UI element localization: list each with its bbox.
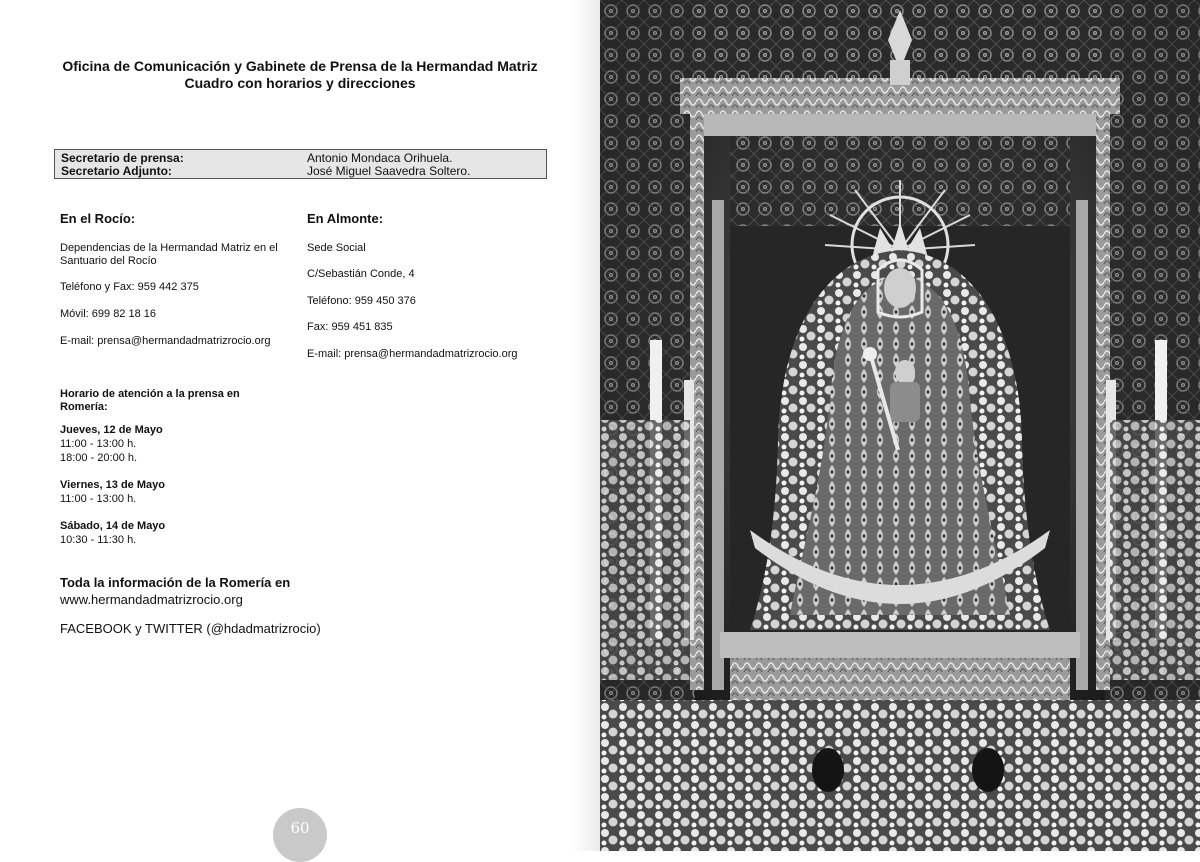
rocio-mobile: Móvil: 699 82 18 16 [60, 308, 157, 320]
press-row-value: Antonio Mondaca Orihuela. [307, 151, 453, 165]
schedule-time: 10:30 - 11:30 h. [60, 534, 137, 546]
almonte-address: C/Sebastián Conde, 4 [307, 268, 415, 280]
page-title: Oficina de Comunicación y Gabinete de Prensa de la Hermandad Matriz [62, 58, 538, 74]
rocio-phone: Teléfono y Fax: 959 442 375 [60, 281, 199, 293]
social-media: FACEBOOK y TWITTER (@hdadmatrizrocio) [60, 621, 321, 636]
schedule-time: 11:00 - 13:00 h. [60, 438, 137, 450]
schedule-heading-line2: Romería: [60, 401, 108, 413]
rocio-address-line2: Santuario del Rocío [60, 255, 157, 267]
almonte-fax: Fax: 959 451 835 [307, 321, 393, 333]
schedule-time: 18:00 - 20:00 h. [60, 452, 138, 464]
rocio-heading: En el Rocío: [60, 211, 136, 226]
schedule-day: Sábado, 14 de Mayo [60, 520, 166, 532]
website-url: www.hermandadmatrizrocio.org [60, 592, 243, 607]
almonte-heading: En Almonte: [307, 211, 384, 226]
page-subtitle: Cuadro con horarios y direcciones [184, 75, 416, 91]
press-row-label: Secretario Adjunto: [61, 164, 172, 178]
press-row-label: Secretario de prensa: [61, 151, 184, 165]
press-row-value: José Miguel Saavedra Soltero. [307, 164, 471, 178]
press-contacts-box [54, 149, 547, 179]
page-number: 60 [273, 808, 327, 862]
press-row [61, 151, 541, 165]
almonte-email: E-mail: prensa@hermandadmatrizrocio.org [307, 348, 518, 360]
almonte-phone: Teléfono: 959 450 376 [307, 295, 416, 307]
left-page [0, 0, 600, 851]
rocio-email: E-mail: prensa@hermandadmatrizrocio.org [60, 335, 271, 347]
almonte-line1: Sede Social [307, 242, 366, 254]
altar-photograph [600, 0, 1200, 851]
press-row [61, 164, 541, 178]
altar-photo-image [600, 0, 1200, 851]
rocio-address-line1: Dependencias de la Hermandad Matriz en el [60, 242, 278, 254]
schedule-time: 11:00 - 13:00 h. [60, 493, 137, 505]
schedule-day: Viernes, 13 de Mayo [60, 479, 165, 491]
schedule-day: Jueves, 12 de Mayo [60, 424, 163, 436]
info-line: Toda la información de la Romería en [60, 575, 291, 590]
schedule-heading-line1: Horario de atención a la prensa en [60, 388, 240, 400]
